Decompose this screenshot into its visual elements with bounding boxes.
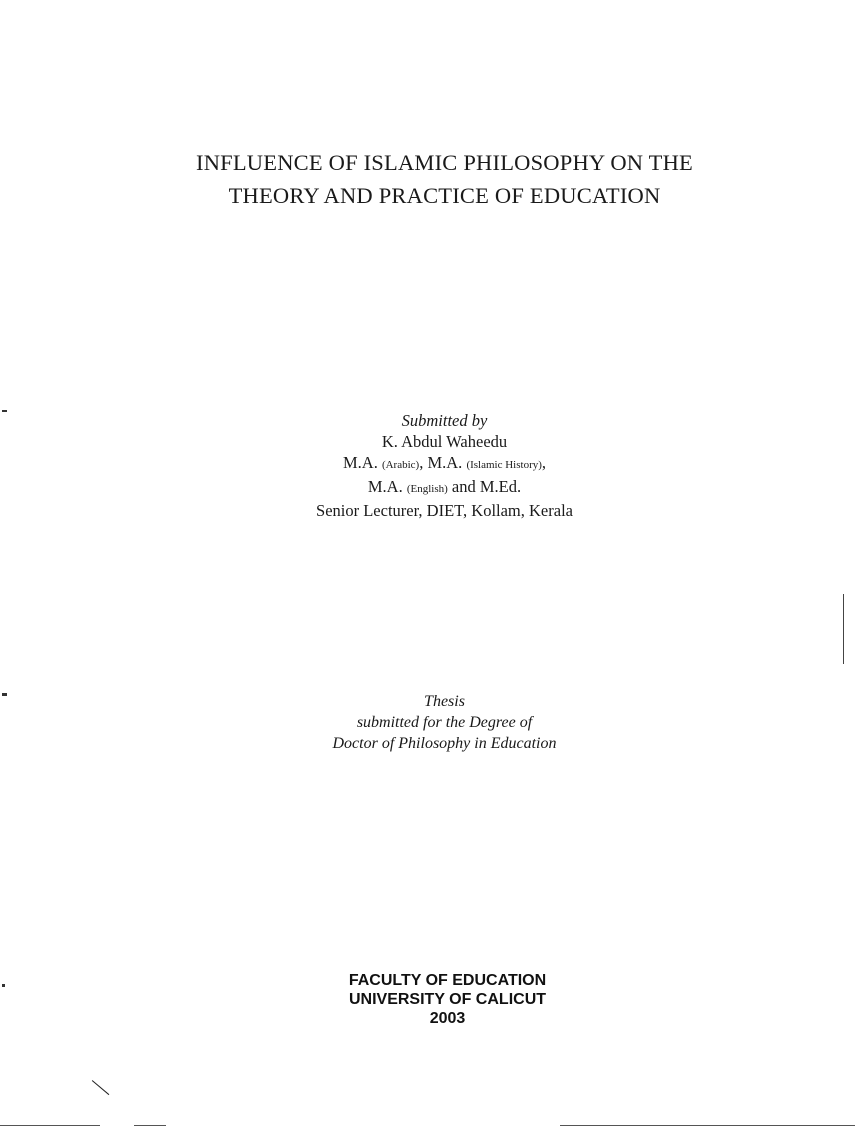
scan-bottom-line [560, 1125, 855, 1126]
scan-speck [2, 693, 7, 696]
document-title [0, 146, 855, 212]
degree-line-end: , [541, 453, 547, 472]
thesis-statement [0, 691, 855, 754]
title-line-2: THEORY AND PRACTICE OF EDUCATION [228, 183, 661, 208]
degree-ma-arabic: M.A. [342, 453, 378, 472]
submitted-by-label: Submitted by [401, 411, 488, 430]
degrees-line-2 [0, 476, 855, 500]
degree-subject-english: (English) [406, 483, 448, 495]
scan-speck [2, 410, 7, 412]
degree-ma-history: M.A. [427, 453, 463, 472]
scan-bottom-line [134, 1125, 166, 1126]
degree-ma-english: M.A. [367, 477, 403, 496]
thesis-degree: Doctor of Philosophy in Education [332, 735, 557, 752]
thesis-submitted-for: submitted for the Degree of [356, 714, 533, 731]
degree-med: and M.Ed. [451, 477, 522, 496]
scan-bottom-line [0, 1125, 100, 1126]
degree-subject-arabic: (Arabic) [381, 459, 420, 471]
degree-subject-history: (Islamic History) [466, 459, 542, 471]
scan-speck [2, 984, 5, 987]
degrees-line-1 [0, 452, 855, 476]
institution-block [0, 971, 855, 1028]
scan-stroke [92, 1080, 110, 1095]
author-name: K. Abdul Waheedu [381, 432, 508, 451]
thesis-label: Thesis [424, 693, 465, 710]
faculty-name: FACULTY OF EDUCATION [348, 972, 547, 989]
submission-year: 2003 [429, 1010, 466, 1027]
title-line-1: INFLUENCE OF ISLAMIC PHILOSOPHY ON THE [196, 150, 693, 175]
scan-edge-line [843, 594, 844, 664]
submission-block [0, 410, 855, 521]
author-position: Senior Lecturer, DIET, Kollam, Kerala [316, 501, 573, 520]
degree-separator: , [419, 453, 424, 472]
university-name: UNIVERSITY OF CALICUT [348, 991, 547, 1008]
